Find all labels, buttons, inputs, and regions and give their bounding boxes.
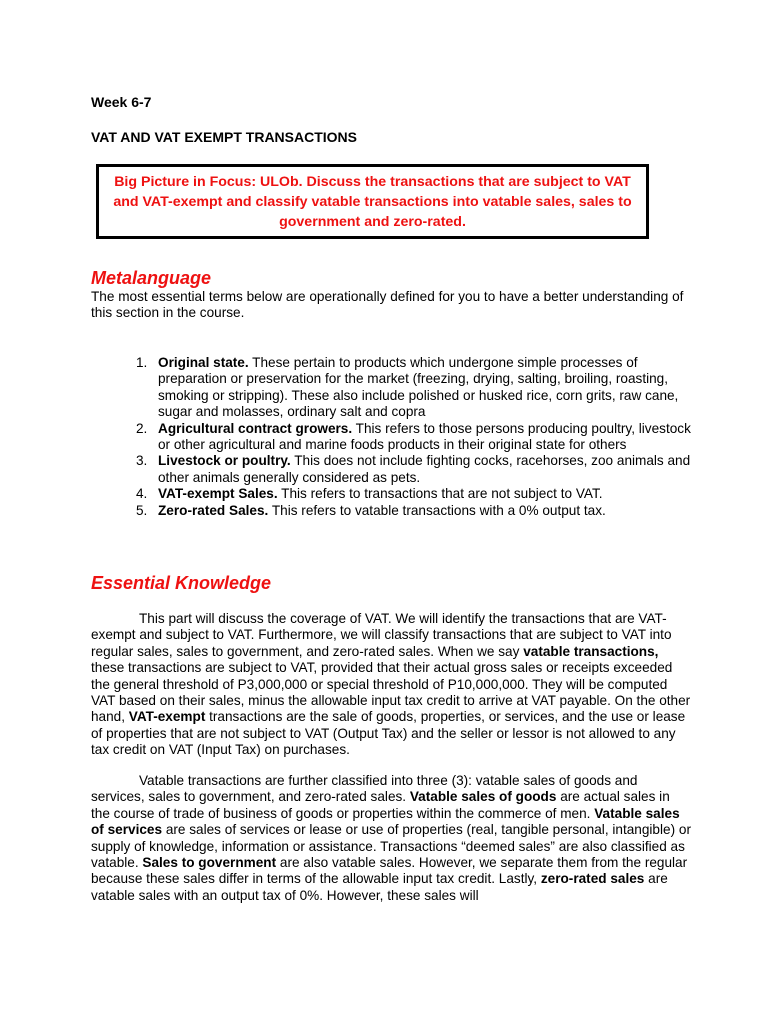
paragraph-run-bold: vatable transactions, <box>523 643 659 659</box>
term-description: This refers to those persons producing poultry, livestock or other agricultural and marine foods products in their original state for others <box>158 420 691 453</box>
term-item <box>91 355 691 421</box>
term-item <box>91 503 691 519</box>
metalanguage-intro: The most essential terms below are operationally defined for you to have a better understanding of this section in the course. <box>91 289 684 321</box>
metalanguage-heading: Metalanguage <box>91 268 212 288</box>
term-item <box>91 486 691 502</box>
essential-knowledge-heading: Essential Knowledge <box>91 573 272 593</box>
paragraph-vat-coverage <box>91 611 691 759</box>
term-number: 2. <box>136 420 148 436</box>
term-name: Agricultural contract growers. <box>158 420 353 436</box>
term-description: This refers to vatable transactions with a 0% output tax. <box>268 502 606 518</box>
term-number: 4. <box>136 486 148 502</box>
paragraph-run: are vatable sales with an output tax of 0%. However, these sales will <box>91 871 668 903</box>
paragraph-run-bold: Vatable sales of services <box>91 805 680 838</box>
term-number: 5. <box>136 502 148 518</box>
big-picture-box <box>96 164 649 239</box>
week-label: Week 6-7 <box>91 94 152 110</box>
paragraph-run-bold: VAT-exempt <box>128 709 206 725</box>
paragraph-run: This part will discuss the coverage of VAT. We will identify the transactions that are VAT-exempt and subject to VAT. Furthermore, we will classify transactions that are subject to VAT into regular sales, sales to government, and zero-rated sales. When we say <box>91 611 672 659</box>
paragraph-run: these transactions are subject to VAT, provided that their actual gross sales or receipts exceeded the general threshold of P3,000,000 or special threshold of P10,000,000. They will be computed VAT based on their sales, minus the allowable input tax credit to arrive at VAT payable. On the other hand, <box>91 660 691 725</box>
term-number: 3. <box>136 453 148 469</box>
term-description: This does not include fighting cocks, racehorses, zoo animals and other animals generally considered as pets. <box>158 453 691 485</box>
term-description: This refers to transactions that are not subject to VAT. <box>277 486 603 502</box>
term-item <box>91 453 691 486</box>
term-name: VAT-exempt Sales. <box>158 486 278 502</box>
term-number: 1. <box>136 355 148 370</box>
paragraph-run: Vatable transactions are further classified into three (3): vatable sales of goods and services, sales to government, and zero-rated sales. <box>91 773 638 805</box>
term-list <box>91 355 691 519</box>
paragraph-run: are actual sales in the course of trade of business of goods or properties within the commerce of men. <box>91 789 670 821</box>
term-name: Livestock or poultry. <box>158 453 291 469</box>
big-picture-text: Big Picture in Focus: ULOb. Discuss the transactions that are subject to VAT and VAT-exempt and classify vatable transactions into vatable sales, sales to government and zero-rated. <box>113 173 632 230</box>
paragraph-run-bold: Vatable sales of goods <box>409 789 557 805</box>
paragraph-run: transactions are the sale of goods, properties, or services, and the use or lease of properties that are not subject to VAT (Output Tax) and the seller or lessor is not allowed to any tax credit on VAT (Input Tax) on purchases. <box>91 709 686 758</box>
term-item <box>91 421 691 454</box>
document-title: VAT AND VAT EXEMPT TRANSACTIONS <box>91 129 357 145</box>
term-description: These pertain to products which undergone simple processes of preparation or preservation for the market (freezing, drying, salting, broiling, roasting, smoking or stripping). These also include polished or husked rice, corn grits, raw cane, sugar and molasses, ordinary salt and copra <box>158 355 679 420</box>
paragraph-run: are also vatable sales. However, we separate them from the regular because these sales differ in terms of the allowable input tax credit. Lastly, <box>91 855 688 887</box>
paragraph-vatable-classes <box>91 773 691 904</box>
paragraph-run-bold: Sales to government <box>142 855 277 871</box>
paragraph-run: are sales of services or lease or use of properties (real, tangible personal, intangible) or supply of knowledge, information or assistance. Transactions “deemed sales” are also classified as vatable. <box>91 822 691 871</box>
paragraph-run-bold: zero-rated sales <box>540 871 645 887</box>
term-name: Zero-rated Sales. <box>158 502 269 518</box>
term-name: Original state. <box>158 355 249 370</box>
